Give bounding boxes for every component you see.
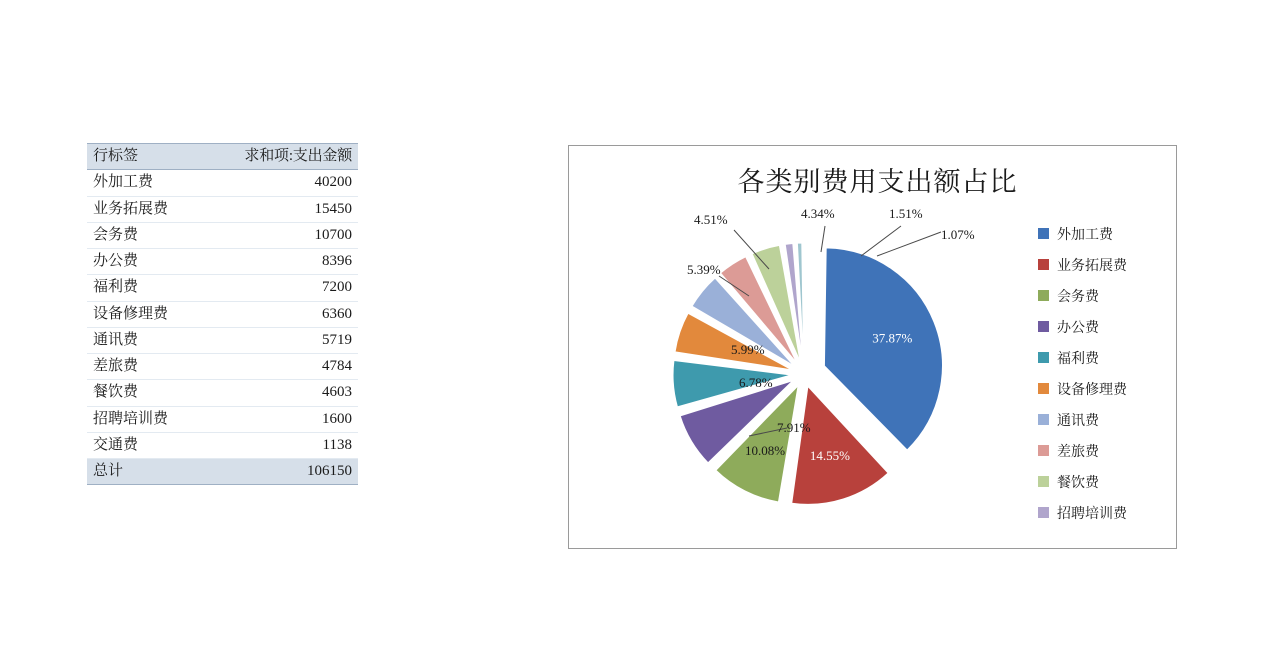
- legend-item[interactable]: [1038, 280, 1158, 311]
- table-total-row: [87, 459, 358, 485]
- table-row: [87, 406, 358, 432]
- legend-item-label: 通讯费: [1057, 413, 1099, 429]
- legend-item[interactable]: [1038, 218, 1158, 249]
- slice-percent-label: 1.07%: [941, 227, 975, 242]
- label-leader-line: [877, 232, 941, 256]
- legend-swatch-icon: [1038, 507, 1049, 518]
- pie-svg: [589, 184, 1019, 544]
- label-leader-line: [861, 226, 901, 256]
- column-header-label: 行标签: [87, 144, 201, 170]
- slice-percent-label: 1.51%: [889, 206, 923, 221]
- legend-item-label: 业务拓展费: [1057, 258, 1127, 274]
- slice-percent-label: 5.39%: [687, 262, 721, 277]
- table-row: [87, 327, 358, 353]
- table-row: [87, 249, 358, 275]
- legend-swatch-icon: [1038, 476, 1049, 487]
- row-value: 4784: [201, 354, 358, 380]
- legend-item[interactable]: [1038, 342, 1158, 373]
- slice-percent-label: 37.87%: [872, 330, 913, 346]
- legend-item[interactable]: [1038, 466, 1158, 497]
- total-label: 总计: [87, 459, 201, 485]
- row-label: 餐饮费: [87, 380, 201, 406]
- legend-item[interactable]: [1038, 435, 1158, 466]
- row-label: 通讯费: [87, 327, 201, 353]
- legend-item[interactable]: [1038, 373, 1158, 404]
- legend-item-label: 办公费: [1057, 320, 1099, 336]
- slice-percent-label: 4.34%: [801, 206, 835, 221]
- row-value: 1600: [201, 406, 358, 432]
- legend-item-label: 外加工费: [1057, 227, 1113, 243]
- legend-item-label: 餐饮费: [1057, 475, 1099, 491]
- legend-swatch-icon: [1038, 321, 1049, 332]
- row-label: 交通费: [87, 432, 201, 458]
- table-row: [87, 354, 358, 380]
- row-value: 15450: [201, 196, 358, 222]
- legend-swatch-icon: [1038, 383, 1049, 394]
- slice-percent-label: 6.78%: [739, 375, 773, 390]
- table-header: [87, 144, 358, 170]
- legend-swatch-icon: [1038, 445, 1049, 456]
- table-row: [87, 222, 358, 248]
- row-label: 差旅费: [87, 354, 201, 380]
- table-row: [87, 275, 358, 301]
- legend-item-label: 会务费: [1057, 289, 1099, 305]
- pie-plot-area: [589, 184, 1019, 544]
- legend-item[interactable]: [1038, 249, 1158, 280]
- row-value: 6360: [201, 301, 358, 327]
- expense-pivot-table: [87, 143, 358, 485]
- legend-item-label: 差旅费: [1057, 444, 1099, 460]
- row-value: 5719: [201, 327, 358, 353]
- row-label: 会务费: [87, 222, 201, 248]
- row-label: 招聘培训费: [87, 406, 201, 432]
- table-footer: [87, 459, 358, 485]
- row-value: 10700: [201, 222, 358, 248]
- pie-slice[interactable]: [824, 248, 942, 450]
- row-value: 40200: [201, 170, 358, 196]
- row-value: 1138: [201, 432, 358, 458]
- table-row: [87, 196, 358, 222]
- legend-swatch-icon: [1038, 228, 1049, 239]
- row-label: 外加工费: [87, 170, 201, 196]
- slice-percent-label: 7.91%: [777, 420, 811, 435]
- row-label: 福利费: [87, 275, 201, 301]
- table-row: [87, 301, 358, 327]
- row-label: 业务拓展费: [87, 196, 201, 222]
- slice-percent-label: 5.99%: [731, 342, 765, 357]
- column-header-value: 求和项:支出金额: [201, 144, 358, 170]
- legend-item[interactable]: [1038, 497, 1158, 528]
- row-value: 8396: [201, 249, 358, 275]
- label-leader-line: [821, 226, 825, 252]
- row-label: 设备修理费: [87, 301, 201, 327]
- slice-percent-label: 10.08%: [745, 442, 786, 458]
- table-row: [87, 380, 358, 406]
- chart-title: 各类别费用支出额占比: [737, 167, 1018, 197]
- row-value: 7200: [201, 275, 358, 301]
- table-row: [87, 432, 358, 458]
- legend-item-label: 招聘培训费: [1057, 506, 1127, 522]
- slice-percent-label: 4.51%: [694, 212, 728, 227]
- legend-item[interactable]: [1038, 404, 1158, 435]
- table-row: [87, 170, 358, 196]
- legend-swatch-icon: [1038, 414, 1049, 425]
- legend-swatch-icon: [1038, 259, 1049, 270]
- chart-legend: [1038, 218, 1158, 528]
- row-value: 4603: [201, 380, 358, 406]
- pie-chart-container: [568, 145, 1177, 549]
- legend-item-label: 福利费: [1057, 351, 1099, 367]
- row-label: 办公费: [87, 249, 201, 275]
- legend-swatch-icon: [1038, 290, 1049, 301]
- slice-percent-label: 14.55%: [809, 448, 850, 464]
- legend-item[interactable]: [1038, 311, 1158, 342]
- legend-swatch-icon: [1038, 352, 1049, 363]
- total-value: 106150: [201, 459, 358, 485]
- legend-item-label: 设备修理费: [1057, 382, 1127, 398]
- table-body: [87, 170, 358, 459]
- table-header-row: [87, 144, 358, 170]
